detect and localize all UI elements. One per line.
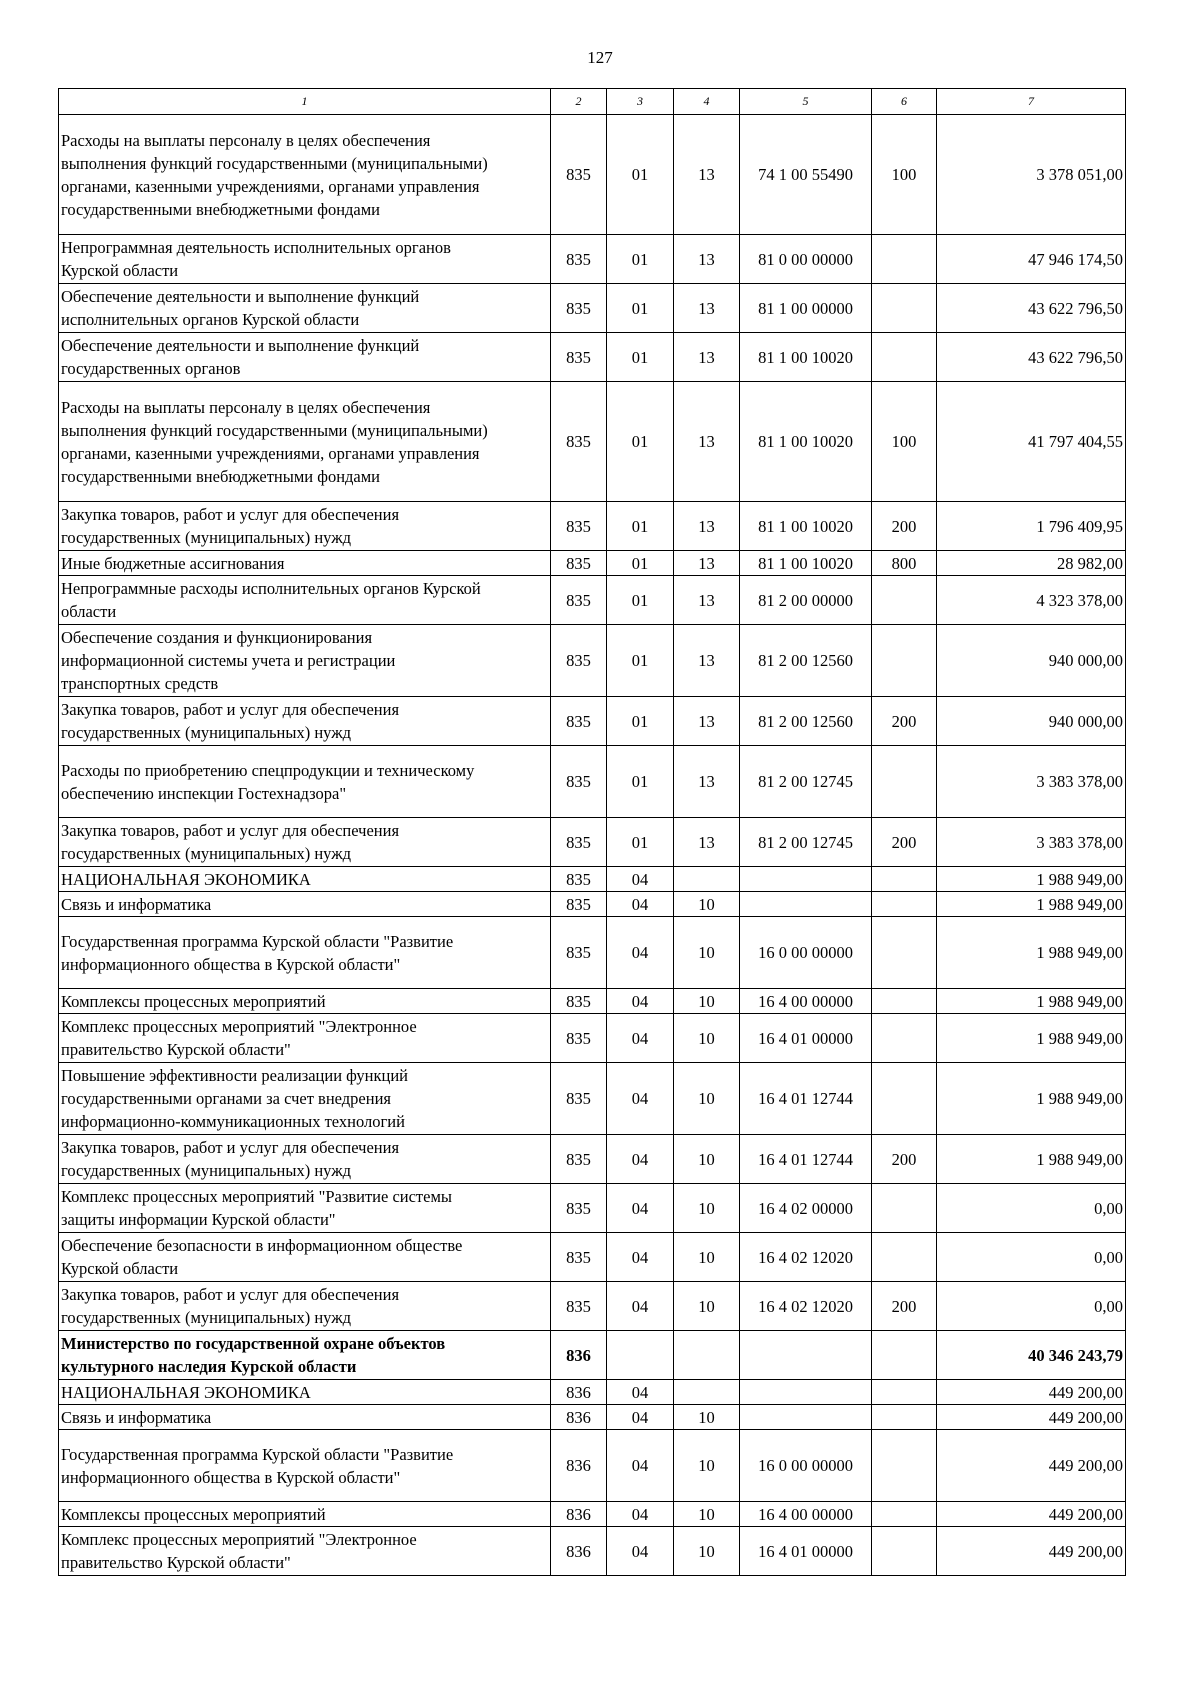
- table-row: [59, 917, 1126, 989]
- row-expense-type-cell: [872, 1063, 937, 1135]
- row-code-cell: 835: [551, 1184, 607, 1233]
- row-target-article-cell: 16 4 02 12020: [740, 1282, 872, 1331]
- row-section-cell: 01: [607, 576, 674, 625]
- row-code-cell: 836: [551, 1380, 607, 1405]
- row-amount-cell: 940 000,00: [937, 697, 1126, 746]
- header-cell-5: 5: [740, 89, 872, 115]
- row-amount-cell: 449 200,00: [937, 1527, 1126, 1576]
- row-section-cell: 04: [607, 989, 674, 1014]
- row-expense-type-cell: 200: [872, 1282, 937, 1331]
- header-cell-4: 4: [674, 89, 740, 115]
- row-target-article-cell: 81 1 00 00000: [740, 284, 872, 333]
- row-target-article-cell: 81 0 00 00000: [740, 235, 872, 284]
- row-target-article-cell: 16 4 01 00000: [740, 1527, 872, 1576]
- row-section-cell: 01: [607, 115, 674, 235]
- row-amount-cell: 449 200,00: [937, 1502, 1126, 1527]
- row-name-cell: Закупка товаров, работ и услуг для обеспечения государственных (муниципальных) нужд: [59, 1135, 551, 1184]
- row-amount-cell: 1 988 949,00: [937, 867, 1126, 892]
- row-name-cell: Государственная программа Курской области "Развитие информационного общества в Курской области": [59, 917, 551, 989]
- header-row: [59, 89, 1126, 115]
- row-name-cell: Иные бюджетные ассигнования: [59, 551, 551, 576]
- row-target-article-cell: 16 0 00 00000: [740, 1430, 872, 1502]
- row-amount-cell: 449 200,00: [937, 1380, 1126, 1405]
- row-expense-type-cell: [872, 917, 937, 989]
- row-expense-type-cell: [872, 333, 937, 382]
- row-subsection-cell: [674, 1331, 740, 1380]
- table-row: [59, 625, 1126, 697]
- row-section-cell: [607, 1331, 674, 1380]
- row-amount-cell: 40 346 243,79: [937, 1331, 1126, 1380]
- row-amount-cell: 1 988 949,00: [937, 917, 1126, 989]
- row-expense-type-cell: [872, 284, 937, 333]
- row-section-cell: 04: [607, 1184, 674, 1233]
- row-name-cell: Обеспечение деятельности и выполнение функций исполнительных органов Курской области: [59, 284, 551, 333]
- row-target-article-cell: 81 1 00 10020: [740, 502, 872, 551]
- row-expense-type-cell: [872, 892, 937, 917]
- row-amount-cell: 1 988 949,00: [937, 1014, 1126, 1063]
- row-target-article-cell: [740, 1331, 872, 1380]
- row-amount-cell: 41 797 404,55: [937, 382, 1126, 502]
- row-subsection-cell: 10: [674, 1233, 740, 1282]
- row-amount-cell: 28 982,00: [937, 551, 1126, 576]
- row-section-cell: 01: [607, 551, 674, 576]
- table-row: [59, 235, 1126, 284]
- row-name-cell: Закупка товаров, работ и услуг для обеспечения государственных (муниципальных) нужд: [59, 502, 551, 551]
- row-code-cell: 835: [551, 115, 607, 235]
- table-row: [59, 551, 1126, 576]
- row-name-cell: НАЦИОНАЛЬНАЯ ЭКОНОМИКА: [59, 1380, 551, 1405]
- table-row: [59, 989, 1126, 1014]
- row-amount-cell: 449 200,00: [937, 1405, 1126, 1430]
- header-cell-1: 1: [59, 89, 551, 115]
- row-code-cell: 836: [551, 1331, 607, 1380]
- table-row: [59, 1184, 1126, 1233]
- row-code-cell: 835: [551, 1135, 607, 1184]
- row-code-cell: 835: [551, 551, 607, 576]
- row-amount-cell: 0,00: [937, 1184, 1126, 1233]
- row-name-cell: Государственная программа Курской области "Развитие информационного общества в Курской области": [59, 1430, 551, 1502]
- row-expense-type-cell: [872, 1380, 937, 1405]
- row-expense-type-cell: [872, 1184, 937, 1233]
- row-name-cell: Комплексы процессных мероприятий: [59, 1502, 551, 1527]
- table-row: [59, 818, 1126, 867]
- row-expense-type-cell: 200: [872, 697, 937, 746]
- row-amount-cell: 1 988 949,00: [937, 1063, 1126, 1135]
- row-target-article-cell: 81 2 00 12560: [740, 697, 872, 746]
- row-expense-type-cell: [872, 867, 937, 892]
- row-subsection-cell: 13: [674, 382, 740, 502]
- row-expense-type-cell: [872, 1405, 937, 1430]
- row-section-cell: 04: [607, 1380, 674, 1405]
- row-section-cell: 04: [607, 1405, 674, 1430]
- header-cell-7: 7: [937, 89, 1126, 115]
- row-code-cell: 835: [551, 1063, 607, 1135]
- row-subsection-cell: 13: [674, 818, 740, 867]
- row-target-article-cell: 81 1 00 10020: [740, 333, 872, 382]
- row-name-cell: Связь и информатика: [59, 892, 551, 917]
- row-expense-type-cell: [872, 1502, 937, 1527]
- row-name-cell: Комплексы процессных мероприятий: [59, 989, 551, 1014]
- row-expense-type-cell: [872, 989, 937, 1014]
- row-section-cell: 04: [607, 1014, 674, 1063]
- row-amount-cell: 1 988 949,00: [937, 989, 1126, 1014]
- table-row: [59, 697, 1126, 746]
- row-subsection-cell: 10: [674, 1282, 740, 1331]
- row-expense-type-cell: [872, 1233, 937, 1282]
- row-name-cell: Закупка товаров, работ и услуг для обеспечения государственных (муниципальных) нужд: [59, 818, 551, 867]
- row-name-cell: Непрограммные расходы исполнительных органов Курской области: [59, 576, 551, 625]
- header-cell-6: 6: [872, 89, 937, 115]
- table-row: [59, 1380, 1126, 1405]
- row-expense-type-cell: [872, 235, 937, 284]
- table-row: [59, 746, 1126, 818]
- table-row: [59, 382, 1126, 502]
- budget-table: [58, 88, 1126, 1576]
- row-subsection-cell: [674, 867, 740, 892]
- row-subsection-cell: 13: [674, 697, 740, 746]
- row-expense-type-cell: 200: [872, 502, 937, 551]
- row-code-cell: 835: [551, 625, 607, 697]
- table-row: [59, 1282, 1126, 1331]
- page-number: 127: [587, 48, 613, 67]
- row-amount-cell: 3 378 051,00: [937, 115, 1126, 235]
- row-target-article-cell: 16 4 01 12744: [740, 1063, 872, 1135]
- row-name-cell: Комплекс процессных мероприятий "Электронное правительство Курской области": [59, 1527, 551, 1576]
- row-expense-type-cell: [872, 1331, 937, 1380]
- row-code-cell: 835: [551, 1233, 607, 1282]
- row-expense-type-cell: [872, 1430, 937, 1502]
- row-target-article-cell: 81 2 00 00000: [740, 576, 872, 625]
- row-target-article-cell: 16 4 00 00000: [740, 989, 872, 1014]
- row-subsection-cell: 13: [674, 115, 740, 235]
- row-expense-type-cell: 100: [872, 382, 937, 502]
- row-subsection-cell: 10: [674, 1527, 740, 1576]
- row-amount-cell: 1 796 409,95: [937, 502, 1126, 551]
- row-section-cell: 01: [607, 697, 674, 746]
- row-section-cell: 04: [607, 1527, 674, 1576]
- row-expense-type-cell: 100: [872, 115, 937, 235]
- table-row: [59, 502, 1126, 551]
- row-target-article-cell: 81 1 00 10020: [740, 382, 872, 502]
- row-section-cell: 04: [607, 1282, 674, 1331]
- row-code-cell: 835: [551, 892, 607, 917]
- row-section-cell: 04: [607, 1430, 674, 1502]
- row-name-cell: Министерство по государственной охране объектов культурного наследия Курской области: [59, 1331, 551, 1380]
- row-subsection-cell: 10: [674, 1135, 740, 1184]
- table-row: [59, 1331, 1126, 1380]
- row-target-article-cell: 16 4 02 00000: [740, 1184, 872, 1233]
- row-subsection-cell: 13: [674, 284, 740, 333]
- table-row: [59, 1014, 1126, 1063]
- row-subsection-cell: 13: [674, 625, 740, 697]
- row-section-cell: 01: [607, 333, 674, 382]
- row-name-cell: Комплекс процессных мероприятий "Электронное правительство Курской области": [59, 1014, 551, 1063]
- row-subsection-cell: 13: [674, 576, 740, 625]
- table-row: [59, 867, 1126, 892]
- row-name-cell: Обеспечение деятельности и выполнение функций государственных органов: [59, 333, 551, 382]
- row-code-cell: 835: [551, 1014, 607, 1063]
- row-amount-cell: 1 988 949,00: [937, 1135, 1126, 1184]
- row-amount-cell: 0,00: [937, 1282, 1126, 1331]
- row-expense-type-cell: [872, 576, 937, 625]
- row-name-cell: Комплекс процессных мероприятий "Развитие системы защиты информации Курской области": [59, 1184, 551, 1233]
- row-name-cell: Закупка товаров, работ и услуг для обеспечения государственных (муниципальных) нужд: [59, 697, 551, 746]
- table-row: [59, 1135, 1126, 1184]
- row-target-article-cell: 81 2 00 12560: [740, 625, 872, 697]
- row-name-cell: Расходы по приобретению спецпродукции и техническому обеспечению инспекции Гостехнадзора": [59, 746, 551, 818]
- row-target-article-cell: 81 2 00 12745: [740, 746, 872, 818]
- table-row: [59, 1405, 1126, 1430]
- row-code-cell: 835: [551, 697, 607, 746]
- table-row: [59, 1063, 1126, 1135]
- row-expense-type-cell: [872, 1014, 937, 1063]
- row-amount-cell: 1 988 949,00: [937, 892, 1126, 917]
- row-expense-type-cell: [872, 1527, 937, 1576]
- row-code-cell: 836: [551, 1405, 607, 1430]
- row-subsection-cell: 10: [674, 1502, 740, 1527]
- row-subsection-cell: 10: [674, 989, 740, 1014]
- row-section-cell: 01: [607, 382, 674, 502]
- row-target-article-cell: [740, 1380, 872, 1405]
- row-code-cell: 835: [551, 235, 607, 284]
- row-section-cell: 01: [607, 284, 674, 333]
- row-amount-cell: 449 200,00: [937, 1430, 1126, 1502]
- row-subsection-cell: 10: [674, 917, 740, 989]
- row-name-cell: Связь и информатика: [59, 1405, 551, 1430]
- row-section-cell: 01: [607, 235, 674, 284]
- row-expense-type-cell: [872, 746, 937, 818]
- row-section-cell: 04: [607, 1502, 674, 1527]
- row-target-article-cell: 16 4 01 00000: [740, 1014, 872, 1063]
- row-code-cell: 836: [551, 1430, 607, 1502]
- row-code-cell: 835: [551, 284, 607, 333]
- row-amount-cell: 43 622 796,50: [937, 284, 1126, 333]
- table-row: [59, 1430, 1126, 1502]
- row-section-cell: 01: [607, 818, 674, 867]
- row-expense-type-cell: 200: [872, 1135, 937, 1184]
- row-code-cell: 835: [551, 382, 607, 502]
- row-subsection-cell: 10: [674, 892, 740, 917]
- row-section-cell: 01: [607, 625, 674, 697]
- row-amount-cell: 0,00: [937, 1233, 1126, 1282]
- row-subsection-cell: 13: [674, 502, 740, 551]
- row-amount-cell: 47 946 174,50: [937, 235, 1126, 284]
- row-code-cell: 836: [551, 1502, 607, 1527]
- row-section-cell: 01: [607, 746, 674, 818]
- row-subsection-cell: 10: [674, 1014, 740, 1063]
- row-section-cell: 04: [607, 867, 674, 892]
- table-row: [59, 1233, 1126, 1282]
- row-expense-type-cell: [872, 625, 937, 697]
- row-subsection-cell: 13: [674, 333, 740, 382]
- row-subsection-cell: [674, 1380, 740, 1405]
- row-section-cell: 04: [607, 1135, 674, 1184]
- row-subsection-cell: 10: [674, 1405, 740, 1430]
- table-row: [59, 576, 1126, 625]
- row-name-cell: Расходы на выплаты персоналу в целях обеспечения выполнения функций государственными (муниципальными) органами, казенными учреждениями, органами управления государственными внебюджетными фондами: [59, 115, 551, 235]
- row-target-article-cell: [740, 867, 872, 892]
- row-name-cell: Закупка товаров, работ и услуг для обеспечения государственных (муниципальных) нужд: [59, 1282, 551, 1331]
- row-code-cell: 835: [551, 917, 607, 989]
- row-amount-cell: 4 323 378,00: [937, 576, 1126, 625]
- row-target-article-cell: [740, 1405, 872, 1430]
- row-name-cell: Расходы на выплаты персоналу в целях обеспечения выполнения функций государственными (муниципальными) органами, казенными учреждениями, органами управления государственными внебюджетными фондами: [59, 382, 551, 502]
- row-amount-cell: 3 383 378,00: [937, 818, 1126, 867]
- row-section-cell: 04: [607, 1233, 674, 1282]
- row-code-cell: 835: [551, 333, 607, 382]
- row-target-article-cell: 16 4 01 12744: [740, 1135, 872, 1184]
- row-subsection-cell: 13: [674, 746, 740, 818]
- table-row: [59, 1502, 1126, 1527]
- row-name-cell: Обеспечение создания и функционирования информационной системы учета и регистрации транспортных средств: [59, 625, 551, 697]
- row-code-cell: 835: [551, 746, 607, 818]
- row-amount-cell: 940 000,00: [937, 625, 1126, 697]
- row-target-article-cell: 81 2 00 12745: [740, 818, 872, 867]
- row-code-cell: 835: [551, 576, 607, 625]
- row-code-cell: 835: [551, 867, 607, 892]
- row-subsection-cell: 10: [674, 1063, 740, 1135]
- row-section-cell: 04: [607, 892, 674, 917]
- row-target-article-cell: 74 1 00 55490: [740, 115, 872, 235]
- table-row: [59, 333, 1126, 382]
- row-name-cell: НАЦИОНАЛЬНАЯ ЭКОНОМИКА: [59, 867, 551, 892]
- table-row: [59, 284, 1126, 333]
- row-expense-type-cell: 200: [872, 818, 937, 867]
- row-name-cell: Непрограммная деятельность исполнительных органов Курской области: [59, 235, 551, 284]
- row-code-cell: 835: [551, 1282, 607, 1331]
- row-target-article-cell: [740, 892, 872, 917]
- row-code-cell: 835: [551, 502, 607, 551]
- header-cell-2: 2: [551, 89, 607, 115]
- row-target-article-cell: 16 0 00 00000: [740, 917, 872, 989]
- table-row: [59, 1527, 1126, 1576]
- table-row: [59, 892, 1126, 917]
- row-code-cell: 836: [551, 1527, 607, 1576]
- row-target-article-cell: 16 4 00 00000: [740, 1502, 872, 1527]
- table-body: [59, 89, 1126, 1576]
- row-amount-cell: 43 622 796,50: [937, 333, 1126, 382]
- row-amount-cell: 3 383 378,00: [937, 746, 1126, 818]
- row-name-cell: Повышение эффективности реализации функций государственными органами за счет внедрения информационно-коммуникационных технологий: [59, 1063, 551, 1135]
- row-subsection-cell: 10: [674, 1184, 740, 1233]
- row-section-cell: 04: [607, 917, 674, 989]
- table-row: [59, 115, 1126, 235]
- row-section-cell: 04: [607, 1063, 674, 1135]
- row-subsection-cell: 10: [674, 1430, 740, 1502]
- row-name-cell: Обеспечение безопасности в информационном обществе Курской области: [59, 1233, 551, 1282]
- row-target-article-cell: 81 1 00 10020: [740, 551, 872, 576]
- row-subsection-cell: 13: [674, 551, 740, 576]
- row-expense-type-cell: 800: [872, 551, 937, 576]
- row-code-cell: 835: [551, 989, 607, 1014]
- row-code-cell: 835: [551, 818, 607, 867]
- row-target-article-cell: 16 4 02 12020: [740, 1233, 872, 1282]
- row-subsection-cell: 13: [674, 235, 740, 284]
- header-cell-3: 3: [607, 89, 674, 115]
- row-section-cell: 01: [607, 502, 674, 551]
